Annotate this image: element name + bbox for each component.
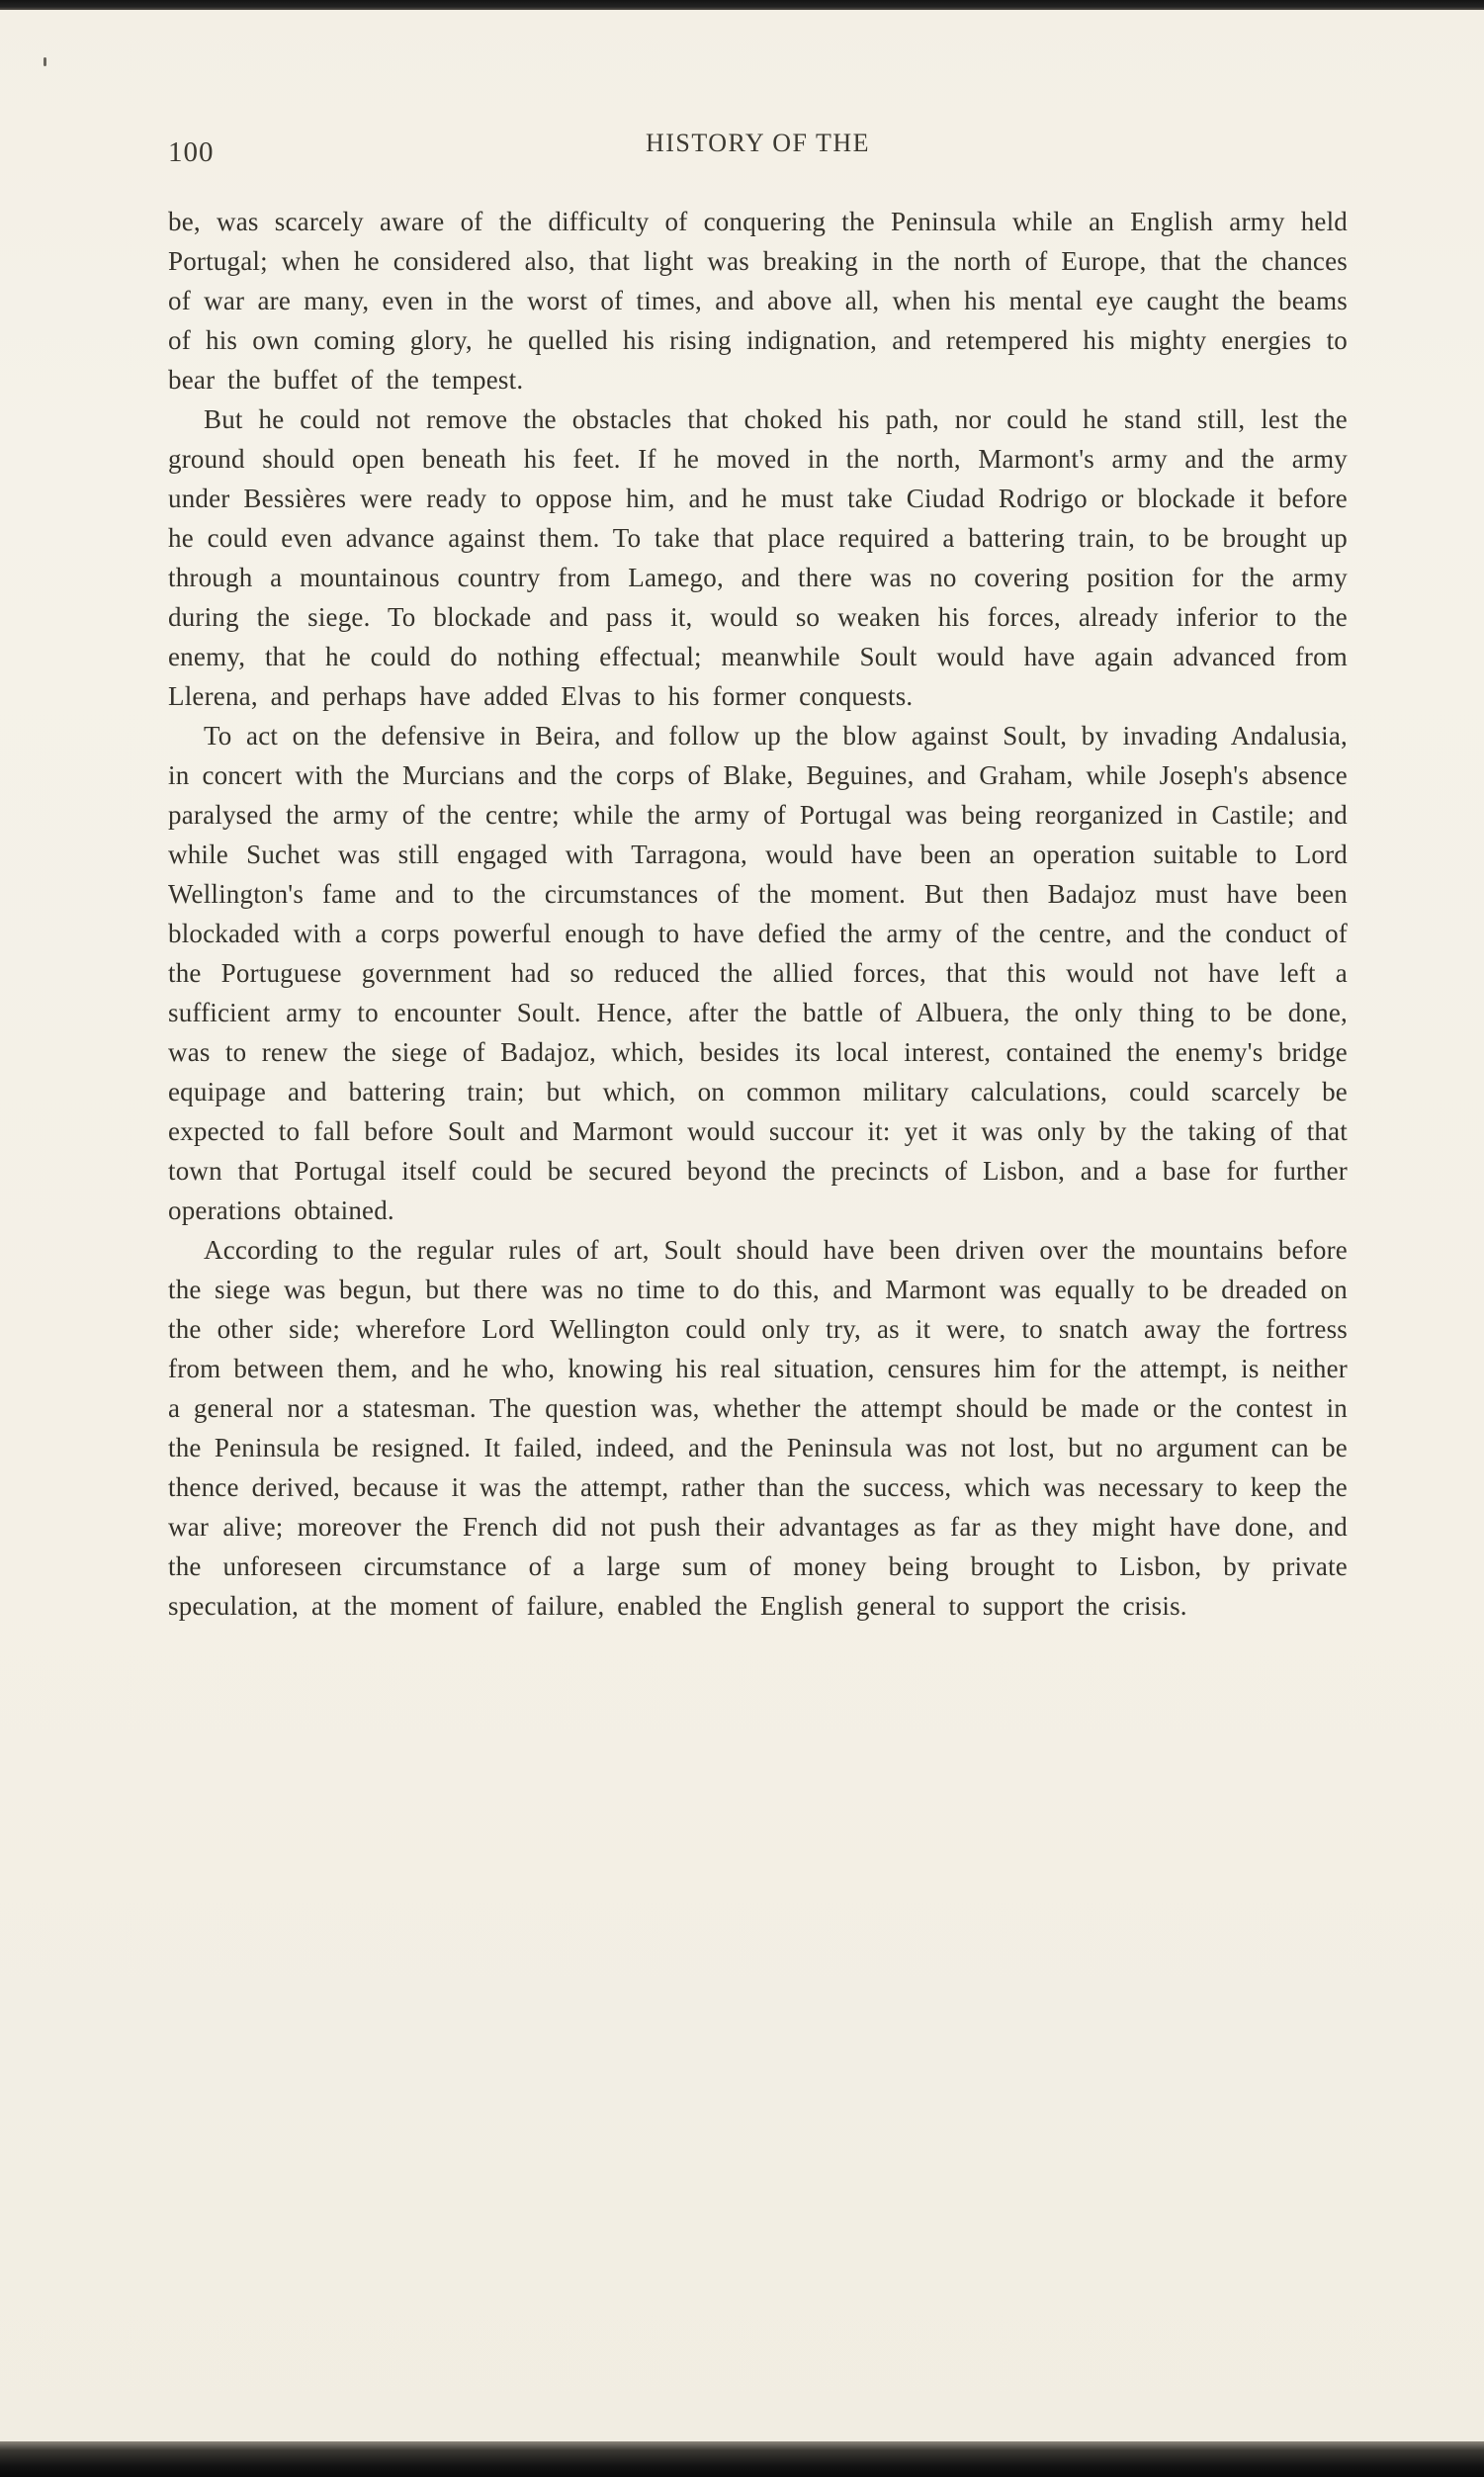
paragraph-4: According to the regular rules of art, Soult should have been driven over the mountains before the siege was begun, but there was no time to do this, and Marmont was equally to be dreaded on the other side; wherefore Lord Wellington could only try, as it were, to snatch away the fortress from between them, and he who, knowing his real situation, censures him for the attempt, is neither a general nor a statesman. The question was, whether the attempt should be made or the contest in the Peninsula be resigned. It failed, indeed, and the Peninsula was not lost, but no argument can be thence derived, because it was the attempt, rather than the success, which was necessary to keep the war alive; moreover the French did not push their advantages as far as they might have done, and the unforeseen circumstance of a large sum of money being brought to Lisbon, by private speculation, at the moment of failure, enabled the English general to support the crisis. [168,1235,1348,1621]
paragraph-1: be, was scarcely aware of the difficulty of conquering the Peninsula while an English army held Portugal; when he considered also, that light was breaking in the north of Europe, that the chances of war are many, even in the worst of times, and above all, when his mental eye caught the beams of his own coming glory, he quelled his rising indignation, and retempered his mighty energies to bear the buffet of the tempest. [168,207,1348,395]
scan-edge-bottom [0,2441,1484,2477]
page-number: 100 [168,136,215,168]
paragraph-2: But he could not remove the obstacles that choked his path, nor could he stand still, lest the ground should open beneath his feet. If he moved in the north, Marmont's army and the army under Bessières were ready to oppose him, and he must take Ciudad Rodrigo or blockade it before he could even advance against them. To take that place required a battering train, to be brought up through a mountainous country from Lamego, and there was no covering position for the army during the siege. To blockade and pass it, would so weaken his forces, already inferior to the enemy, that he could do nothing effectual; meanwhile Soult would have again advanced from Llerena, and perhaps have added Elvas to his former conquests. [168,404,1348,711]
scan-artifact-speck [44,57,46,66]
running-head [168,127,1348,170]
paragraph-3: To act on the defensive in Beira, and follow up the blow against Soult, by invading Andalusia, in concert with the Murcians and the corps of Blake, Beguines, and Graham, while Joseph's absence paralysed the army of the centre; while the army of Portugal was being reorganized in Castile; and while Suchet was still engaged with Tarragona, would have been an operation suitable to Lord Wellington's fame and to the circumstances of the moment. But then Badajoz must have been blockaded with a corps powerful enough to have defied the army of the centre, and the conduct of the Portuguese government had so reduced the allied forces, that this would not have left a sufficient army to encounter Soult. Hence, after the battle of Albuera, the only thing to be done, was to renew the siege of Badajoz, which, besides its local interest, contained the enemy's bridge equipage and battering train; but which, on common military calculations, could scarcely be expected to fall before Soult and Marmont would succour it: yet it was only by the taking of that town that Portugal itself could be secured beyond the precincts of Lisbon, and a base for further operations obtained. [168,721,1348,1225]
running-title: HISTORY OF THE [645,129,871,157]
scan-edge-top [0,0,1484,10]
body-text [168,202,1348,1626]
